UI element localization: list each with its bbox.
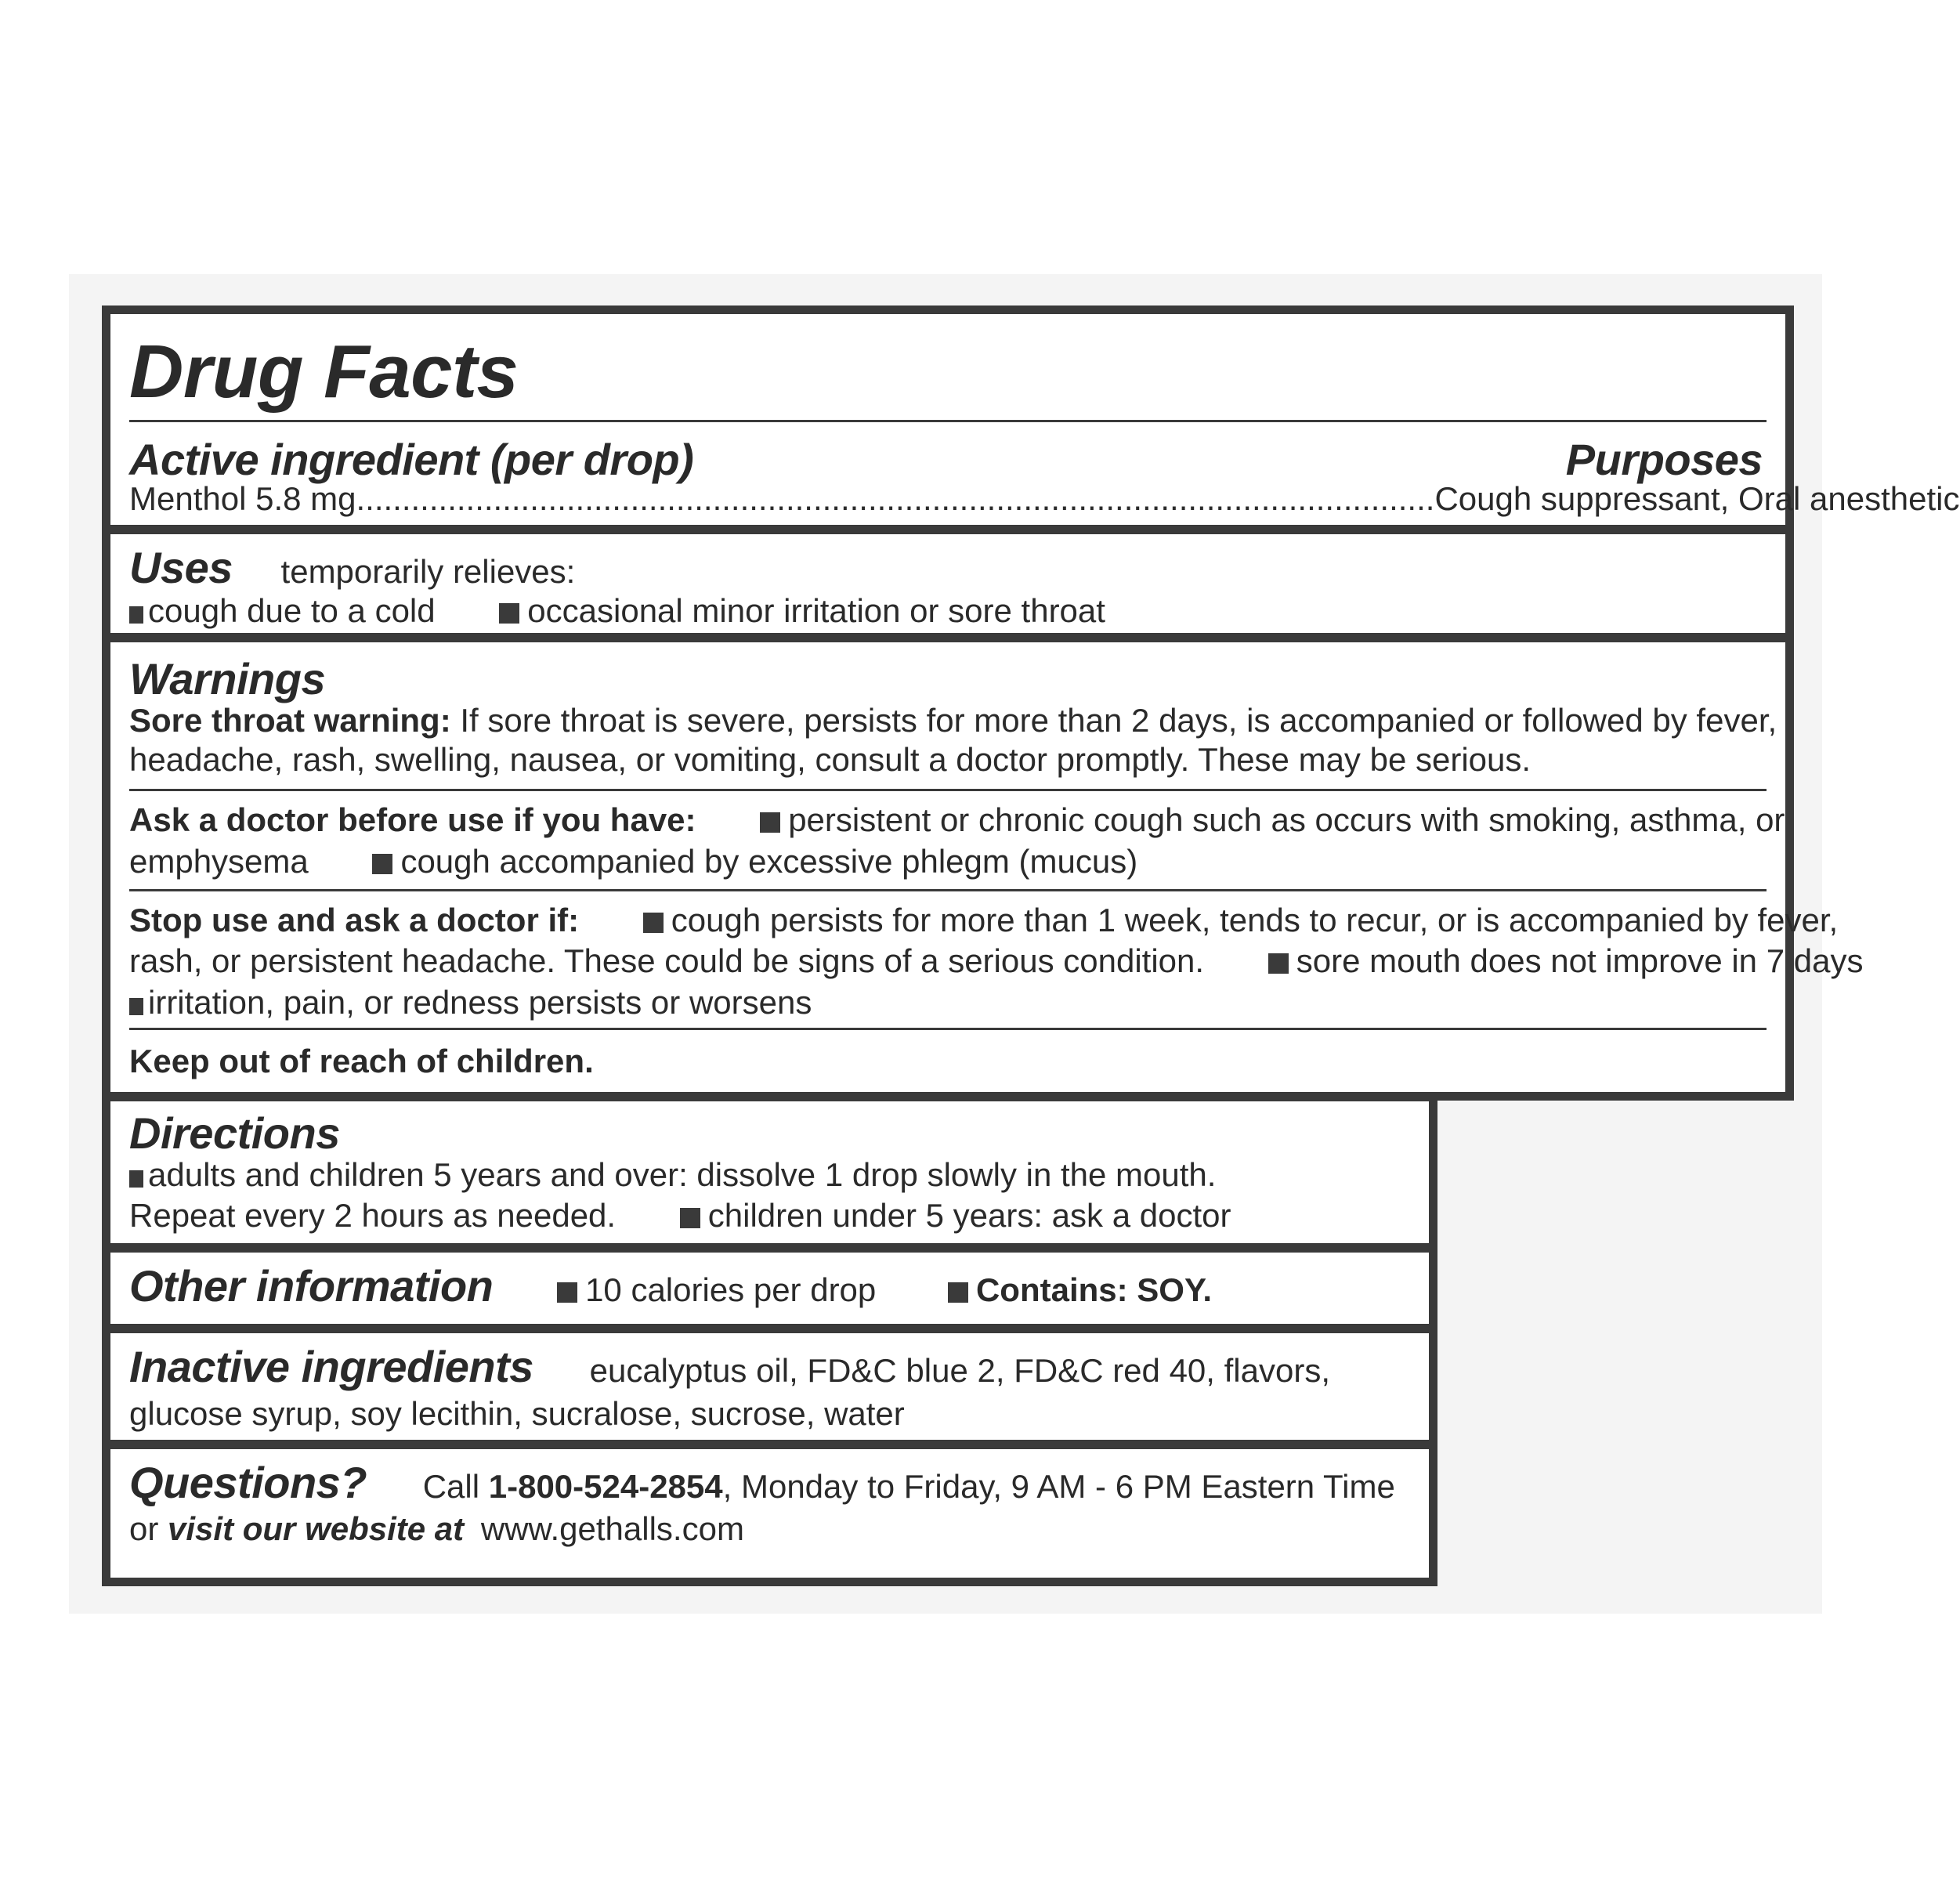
section-bar bbox=[102, 1243, 1437, 1253]
bullet-icon bbox=[948, 1282, 968, 1303]
contains-soy: Contains: SOY. bbox=[975, 1271, 1212, 1308]
stop-use-line1 bbox=[129, 901, 1838, 940]
bullet-icon bbox=[129, 1170, 143, 1188]
call-word: Call bbox=[422, 1468, 480, 1505]
active-ingredient-purpose: Cough suppressant, Oral anesthetic bbox=[1434, 480, 1960, 517]
directions-item-continued: Repeat every 2 hours as needed. bbox=[129, 1197, 617, 1234]
questions-line1 bbox=[129, 1458, 1395, 1507]
ask-doctor-line2 bbox=[129, 842, 1137, 881]
questions-heading: Questions? bbox=[129, 1458, 367, 1507]
stop-use-line2 bbox=[129, 942, 1863, 981]
stop-use-item: irritation, pain, or redness persists or worsens bbox=[148, 984, 812, 1021]
uses-heading-row bbox=[129, 543, 576, 592]
bullet-icon bbox=[643, 913, 664, 933]
active-ingredient-name: Menthol 5.8 mg bbox=[129, 480, 356, 517]
purposes-heading: Purposes bbox=[1565, 435, 1763, 484]
inactive-ingredients-line1 bbox=[129, 1342, 1330, 1391]
directions-line2 bbox=[129, 1196, 1231, 1235]
visit-label: visit our website at bbox=[168, 1510, 465, 1547]
ask-doctor-item: persistent or chronic cough such as occurs with smoking, asthma, or bbox=[788, 801, 1785, 838]
ask-doctor-line1 bbox=[129, 801, 1785, 840]
hours: , Monday to Friday, 9 AM - 6 PM Eastern Time bbox=[722, 1468, 1395, 1505]
bullet-icon bbox=[680, 1208, 700, 1228]
sore-throat-label: Sore throat warning: bbox=[129, 702, 451, 739]
warnings-heading: Warnings bbox=[129, 654, 326, 703]
uses-intro: temporarily relieves: bbox=[280, 553, 576, 590]
ask-doctor-item: cough accompanied by excessive phlegm (mucus) bbox=[400, 843, 1138, 880]
bullet-icon bbox=[129, 998, 143, 1015]
divider bbox=[129, 889, 1767, 891]
phone-number: 1-800-524-2854 bbox=[488, 1468, 723, 1505]
questions-line2 bbox=[129, 1509, 744, 1549]
divider bbox=[129, 789, 1767, 791]
bullet-icon bbox=[372, 854, 392, 874]
ask-doctor-item-continued: emphysema bbox=[129, 843, 309, 880]
bullet-icon bbox=[557, 1282, 577, 1303]
divider bbox=[129, 1028, 1767, 1030]
uses-items bbox=[129, 591, 1105, 631]
section-bar bbox=[102, 633, 1794, 642]
directions-item: adults and children 5 years and over: dissolve 1 drop slowly in the mouth. bbox=[148, 1156, 1217, 1193]
active-ingredient-row bbox=[129, 479, 1960, 519]
divider bbox=[129, 420, 1767, 422]
stop-use-label: Stop use and ask a doctor if: bbox=[129, 902, 580, 938]
bullet-icon bbox=[499, 603, 519, 624]
sore-throat-text: If sore throat is severe, persists for more than 2 days, is accompanied or followed by fever, bbox=[460, 702, 1777, 739]
other-information-heading: Other information bbox=[129, 1261, 494, 1311]
sore-throat-warning-line2: headache, rash, swelling, nausea, or vomiting, consult a doctor promptly. These may be serious. bbox=[129, 741, 1531, 778]
other-information-row bbox=[129, 1261, 1212, 1311]
leader-dots: ...................................................................................................................... bbox=[356, 480, 1435, 517]
keep-out-of-reach: Keep out of reach of children. bbox=[129, 1043, 594, 1079]
bullet-icon bbox=[760, 812, 780, 833]
drug-facts-title: Drug Facts bbox=[129, 330, 519, 414]
website-url: www.gethalls.com bbox=[480, 1510, 744, 1547]
stop-use-item: sore mouth does not improve in 7 days bbox=[1296, 942, 1864, 979]
sore-throat-warning-line1 bbox=[129, 701, 1777, 740]
or-word: or bbox=[129, 1510, 159, 1547]
uses-item: occasional minor irritation or sore throat bbox=[527, 592, 1105, 629]
directions-heading: Directions bbox=[129, 1108, 340, 1158]
bullet-icon bbox=[129, 606, 143, 624]
section-bar bbox=[102, 1440, 1437, 1449]
uses-heading: Uses bbox=[129, 543, 233, 592]
active-ingredient-heading: Active ingredient (per drop) bbox=[129, 435, 694, 484]
directions-line1 bbox=[129, 1155, 1216, 1195]
bullet-icon bbox=[1268, 953, 1289, 974]
inactive-ingredients-list: eucalyptus oil, FD&C blue 2, FD&C red 40, flavors, bbox=[589, 1352, 1330, 1389]
stop-use-item-continued: rash, or persistent headache. These could be signs of a serious condition. bbox=[129, 942, 1205, 979]
section-bar bbox=[102, 1324, 1437, 1333]
section-bar bbox=[102, 525, 1794, 534]
other-information-item: 10 calories per drop bbox=[585, 1271, 877, 1308]
uses-item: cough due to a cold bbox=[148, 592, 436, 629]
stop-use-line3 bbox=[129, 983, 812, 1022]
stop-use-item: cough persists for more than 1 week, tends to recur, or is accompanied by fever, bbox=[671, 902, 1839, 938]
inactive-ingredients-heading: Inactive ingredients bbox=[129, 1342, 533, 1391]
inactive-ingredients-line2: glucose syrup, soy lecithin, sucralose, sucrose, water bbox=[129, 1395, 905, 1432]
directions-item: children under 5 years: ask a doctor bbox=[707, 1197, 1231, 1234]
ask-doctor-label: Ask a doctor before use if you have: bbox=[129, 801, 696, 838]
